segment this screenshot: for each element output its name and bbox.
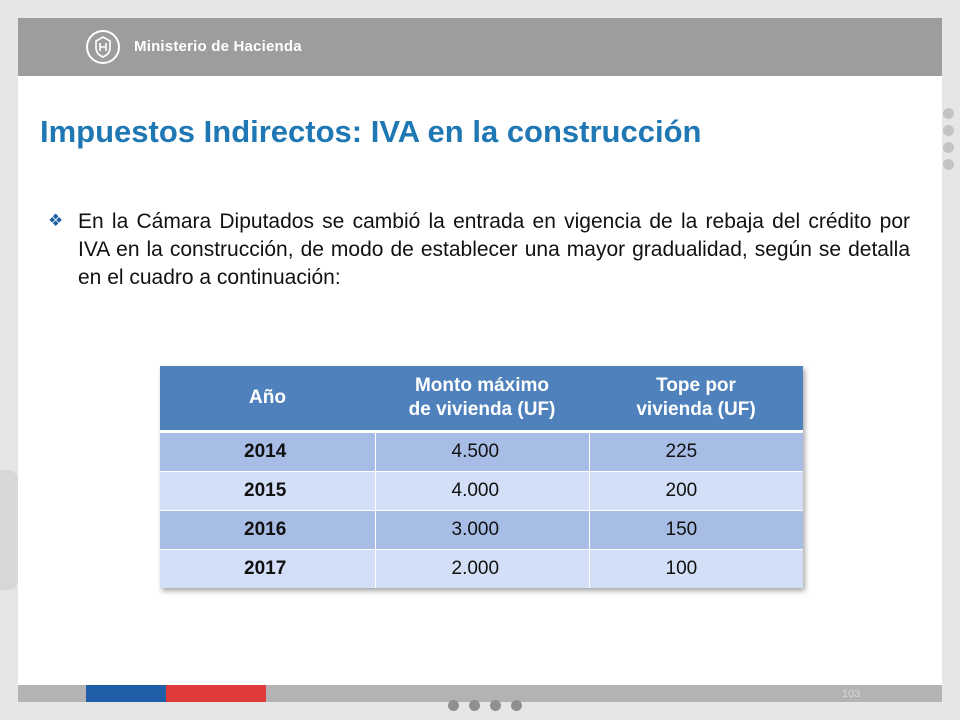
header-tope-line2: vivienda (UF) (636, 399, 756, 420)
slide-title: Impuestos Indirectos: IVA en la construcción (40, 114, 702, 149)
ministry-logo-text: Ministerio de Hacienda (134, 38, 302, 55)
cell-tope: 200 (589, 472, 803, 511)
header-tope (589, 366, 803, 432)
cell-monto: 3.000 (375, 511, 589, 550)
footer-red-stripe (166, 685, 266, 702)
right-dots-decoration (943, 108, 955, 176)
footer-blue-stripe (86, 685, 166, 702)
ministry-seal-icon (86, 30, 120, 64)
cell-year: 2015 (160, 472, 375, 511)
table-header-row (160, 366, 803, 432)
header-monto (375, 366, 589, 432)
cell-year: 2017 (160, 550, 375, 589)
page-number: 103 (842, 688, 861, 700)
bullet-item (48, 208, 910, 292)
table-row (160, 550, 803, 589)
header-monto-line2: de vivienda (UF) (408, 399, 556, 420)
header-year: Año (160, 366, 375, 432)
cell-year: 2016 (160, 511, 375, 550)
cell-year: 2014 (160, 432, 375, 472)
side-decoration (0, 470, 18, 590)
cell-tope: 100 (589, 550, 803, 589)
table-row (160, 472, 803, 511)
cell-tope: 150 (589, 511, 803, 550)
cell-monto: 2.000 (375, 550, 589, 589)
header-monto-line1: Monto máximo (414, 375, 550, 396)
cell-monto: 4.500 (375, 432, 589, 472)
iva-table (160, 366, 803, 588)
table-row (160, 511, 803, 550)
cell-tope: 225 (589, 432, 803, 472)
footer-dots-decoration (448, 700, 532, 711)
cell-monto: 4.000 (375, 472, 589, 511)
table-row (160, 432, 803, 472)
header-tope-line1: Tope por (656, 375, 736, 396)
diamond-bullet-icon: ❖ (48, 211, 64, 230)
bullet-text: En la Cámara Diputados se cambió la entrada en vigencia de la rebaja del crédito por IVA en la construcción, de modo de establecer una mayor gradualidad, según se detalla en el cuadro a continuación: (78, 210, 910, 289)
